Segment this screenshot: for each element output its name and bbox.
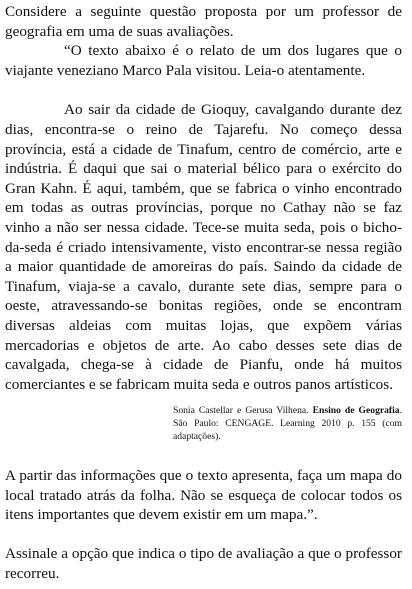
- citation-authors: Sonia Castellar e Gerusa Vilhena.: [173, 405, 309, 417]
- citation-rest: . São Paulo: CENGAGE. Learning 2010 p. 155 (com adaptações).: [173, 405, 402, 443]
- source-citation: [173, 404, 402, 443]
- marco-polo-passage: Ao sair da cidade de Gioquy, cavalgando durante dez dias, encontra-se o reino de Tajarefu. No começo dessa província, está a cidade de Tinafum, centro de comércio, arte e indústria. É daqui que sai o material bélico para o exército do Gran Kahn. É aqui, também, que se fabrica o vinho encontrado em todas as outras províncias, porque no Cathay não se faz vinho a não ser nessa cidade. Tece-se muita seda, pois o bicho-da-seda é criado intensivamente, visto encontrar-se nessa região a maior quantidade de amoreiras do país. Saindo da cidade de Tinafum, viaja-se a cavalo, durante sete dias, sempre para o oeste, atravessando-se bonitas regiões, onde se encontram diversas aldeias com muitas lojas, que expõem várias mercadorias e objetos de arte. Ao cabo desses sete dias de cavalgada, chega-se à cidade de Pianfu, onde há muitos comerciantes e se fabricam muita seda e outros panos artísticos.: [5, 101, 402, 393]
- citation-title: Ensino de Geografia: [312, 405, 400, 417]
- map-instruction: A partir das informações que o texto apresenta, faça um mapa do local tratado atrás da folha. Não se esqueça de colocar todos os itens importantes que devem existir em um mapa.”.: [5, 467, 402, 524]
- quote-opening: “O texto abaixo é o relato de um dos lugares que o viajante veneziano Marco Pala visitou. Leia-o atentamente.: [5, 42, 402, 79]
- question-intro: Considere a seguinte questão proposta por um professor de geografia em uma de suas avaliações.: [5, 3, 402, 40]
- question-prompt: Assinale a opção que indica o tipo de avaliação a que o professor recorreu.: [5, 545, 402, 582]
